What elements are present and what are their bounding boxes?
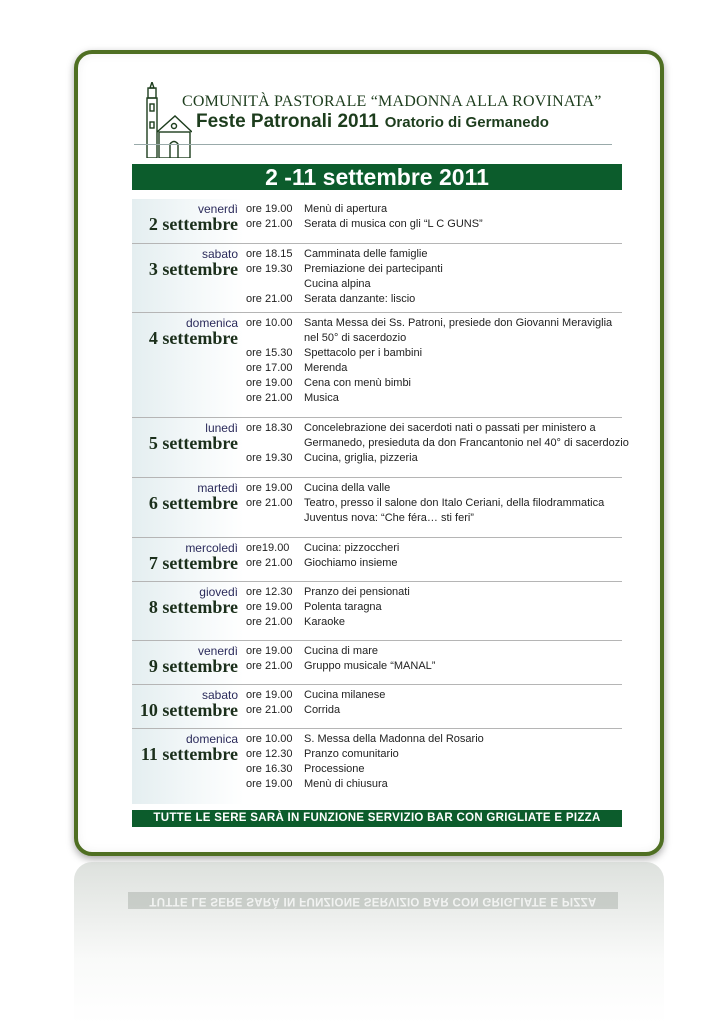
day-label xyxy=(132,199,244,243)
event-description: Cucina: pizzoccheri xyxy=(304,542,400,554)
event-time: ore 19.30 xyxy=(246,263,293,275)
event-item xyxy=(244,376,622,391)
event-time: ore 17.00 xyxy=(246,362,293,374)
reflection-footer: TUTTE LE SERE SARÀ IN FUNZIONE SERVIZIO BAR CON GRIGLIATE E PIZZA xyxy=(128,892,618,909)
event-item xyxy=(244,292,622,307)
event-item xyxy=(244,331,622,346)
schedule-day-row xyxy=(132,478,622,538)
event-item xyxy=(244,703,622,718)
header-title: COMUNITÀ PASTORALE “MADONNA ALLA ROVINATA” xyxy=(182,93,602,110)
date-label: 11 settembre xyxy=(140,744,238,764)
event-item xyxy=(244,202,622,217)
event-item xyxy=(244,217,622,232)
event-item xyxy=(244,541,622,556)
event-description: Polenta taragna xyxy=(304,601,382,613)
date-range-banner: 2 -11 settembre 2011 xyxy=(132,164,622,190)
event-time: ore 15.30 xyxy=(246,347,293,359)
event-description: Cucina della valle xyxy=(304,482,391,494)
event-time: ore 19.00 xyxy=(246,203,293,215)
event-time: ore 21.00 xyxy=(246,660,293,672)
header-event-name: Feste Patronali 2011 xyxy=(196,111,379,132)
schedule-day-row xyxy=(132,729,622,804)
event-description: Karaoke xyxy=(304,616,345,628)
event-time: ore 21.00 xyxy=(246,497,293,509)
event-description: Santa Messa dei Ss. Patroni, presiede don Giovanni Meraviglia xyxy=(304,317,613,329)
date-label: 6 settembre xyxy=(148,493,238,513)
event-description: Juventus nova: “Che féra… sti feri” xyxy=(304,512,474,524)
event-description: Cucina di mare xyxy=(304,645,378,657)
date-label: 7 settembre xyxy=(148,553,238,573)
day-label xyxy=(132,538,244,581)
weekday-label: venerdì xyxy=(197,202,238,216)
event-description: Pranzo dei pensionati xyxy=(304,586,410,598)
event-item xyxy=(244,316,622,331)
schedule-day-row xyxy=(132,582,622,641)
event-description: Concelebrazione dei sacerdoti nati o passati per ministero a xyxy=(304,422,596,434)
event-item xyxy=(244,644,622,659)
event-item xyxy=(244,361,622,376)
schedule-day-row xyxy=(132,538,622,582)
event-description: S. Messa della Madonna del Rosario xyxy=(304,733,484,745)
event-time xyxy=(244,436,304,451)
event-time: ore 19.30 xyxy=(246,452,293,464)
event-time: ore 21.00 xyxy=(246,392,293,404)
day-label xyxy=(132,641,244,684)
event-description: Spettacolo per i bambini xyxy=(304,347,423,359)
event-item xyxy=(244,615,622,630)
weekday-label: domenica xyxy=(185,732,238,746)
event-time: ore 21.00 xyxy=(246,293,293,305)
schedule-day-row xyxy=(132,685,622,729)
event-description: Corrida xyxy=(304,704,341,716)
weekday-label: sabato xyxy=(201,688,238,702)
day-label xyxy=(132,418,244,477)
event-list xyxy=(244,641,622,684)
event-description: Premiazione dei partecipanti xyxy=(304,263,443,275)
event-item xyxy=(244,747,622,762)
event-description: Cucina milanese xyxy=(304,689,386,701)
event-time: ore 16.30 xyxy=(246,763,293,775)
event-time: ore 10.00 xyxy=(246,733,293,745)
event-item xyxy=(244,277,622,292)
weekday-label: mercoledì xyxy=(185,541,238,555)
event-description: Serata di musica con gli “L C GUNS” xyxy=(304,218,483,230)
event-list xyxy=(244,244,622,312)
schedule-day-row xyxy=(132,641,622,685)
event-time: ore 19.00 xyxy=(246,689,293,701)
event-item xyxy=(244,600,622,615)
event-item xyxy=(244,346,622,361)
event-item xyxy=(244,247,622,262)
event-description: Gruppo musicale “MANAL” xyxy=(304,660,436,672)
event-description: Teatro, presso il salone don Italo Ceriani, della filodrammatica xyxy=(304,497,605,509)
event-list xyxy=(244,313,622,417)
header-divider xyxy=(134,144,612,145)
schedule-day-row xyxy=(132,313,622,418)
schedule-list xyxy=(132,199,629,804)
weekday-label: martedì xyxy=(197,481,238,495)
event-item xyxy=(244,585,622,600)
event-description: Camminata delle famiglie xyxy=(304,248,428,260)
event-time: ore 10.00 xyxy=(246,317,293,329)
event-item xyxy=(244,688,622,703)
header-subtitle xyxy=(196,111,549,133)
date-label: 5 settembre xyxy=(148,433,238,453)
event-item xyxy=(244,262,622,277)
event-time: ore 12.30 xyxy=(246,748,293,760)
event-time: ore 12.30 xyxy=(246,586,293,598)
event-description: Serata danzante: liscio xyxy=(304,293,416,305)
weekday-label: lunedì xyxy=(205,421,238,435)
weekday-label: giovedì xyxy=(199,585,238,599)
date-label: 2 settembre xyxy=(148,214,238,234)
event-list xyxy=(244,685,622,728)
flyer-card xyxy=(74,50,664,856)
weekday-label: venerdì xyxy=(197,644,238,658)
event-item xyxy=(244,511,622,526)
event-description: Merenda xyxy=(304,362,348,374)
date-label: 4 settembre xyxy=(148,328,238,348)
event-time: ore 19.00 xyxy=(246,377,293,389)
event-item xyxy=(244,659,622,674)
event-item xyxy=(244,556,622,571)
header-location: Oratorio di Germanedo xyxy=(384,114,549,131)
day-label xyxy=(132,685,244,728)
weekday-label: domenica xyxy=(185,316,238,330)
day-label xyxy=(132,582,244,640)
date-label: 10 settembre xyxy=(139,700,238,720)
event-item xyxy=(244,436,629,451)
weekday-label: sabato xyxy=(201,247,238,261)
event-item xyxy=(244,481,622,496)
day-label xyxy=(132,729,244,804)
event-time xyxy=(244,511,304,526)
event-time: ore 21.00 xyxy=(246,557,293,569)
event-description: Cucina alpina xyxy=(304,278,371,290)
event-description: Giochiamo insieme xyxy=(304,557,398,569)
event-item xyxy=(244,777,622,792)
event-time: ore 19.00 xyxy=(246,601,293,613)
date-label: 8 settembre xyxy=(148,597,238,617)
event-list xyxy=(244,729,622,804)
event-time xyxy=(244,277,304,292)
card-reflection xyxy=(74,862,664,1024)
schedule-day-row xyxy=(132,199,622,244)
event-list xyxy=(244,418,629,477)
event-item xyxy=(244,421,629,436)
event-item xyxy=(244,391,622,406)
event-description: Musica xyxy=(304,392,339,404)
event-list xyxy=(244,538,622,581)
date-label: 9 settembre xyxy=(148,656,238,676)
event-description: Cucina, griglia, pizzeria xyxy=(304,452,418,464)
day-label xyxy=(132,244,244,312)
event-time: ore 18.30 xyxy=(246,422,293,434)
day-label xyxy=(132,478,244,537)
event-description: Cena con menù bimbi xyxy=(304,377,412,389)
event-item xyxy=(244,451,629,466)
event-time: ore 21.00 xyxy=(246,218,293,230)
event-list xyxy=(244,478,622,537)
event-time: ore19.00 xyxy=(246,542,290,554)
date-label: 3 settembre xyxy=(148,259,238,279)
event-list xyxy=(244,199,622,243)
event-time xyxy=(244,331,304,346)
event-item xyxy=(244,732,622,747)
event-description: Germanedo, presieduta da don Francantonio nel 40° di sacerdozio xyxy=(304,437,629,449)
event-item xyxy=(244,762,622,777)
event-description: Menù di chiusura xyxy=(304,778,388,790)
day-label xyxy=(132,313,244,417)
event-description: Pranzo comunitario xyxy=(304,748,399,760)
event-time: ore 21.00 xyxy=(246,616,293,628)
schedule-day-row xyxy=(132,418,629,478)
event-description: Menù di apertura xyxy=(304,203,388,215)
event-time: ore 19.00 xyxy=(246,778,293,790)
schedule-day-row xyxy=(132,244,622,313)
event-time: ore 21.00 xyxy=(246,704,293,716)
event-time: ore 19.00 xyxy=(246,645,293,657)
event-time: ore 18.15 xyxy=(246,248,293,260)
event-time: ore 19.00 xyxy=(246,482,293,494)
footer-banner: TUTTE LE SERE SARÀ IN FUNZIONE SERVIZIO BAR CON GRIGLIATE E PIZZA xyxy=(132,810,622,827)
event-description: Processione xyxy=(304,763,365,775)
event-list xyxy=(244,582,622,640)
event-item xyxy=(244,496,622,511)
event-description: nel 50° di sacerdozio xyxy=(304,332,407,344)
